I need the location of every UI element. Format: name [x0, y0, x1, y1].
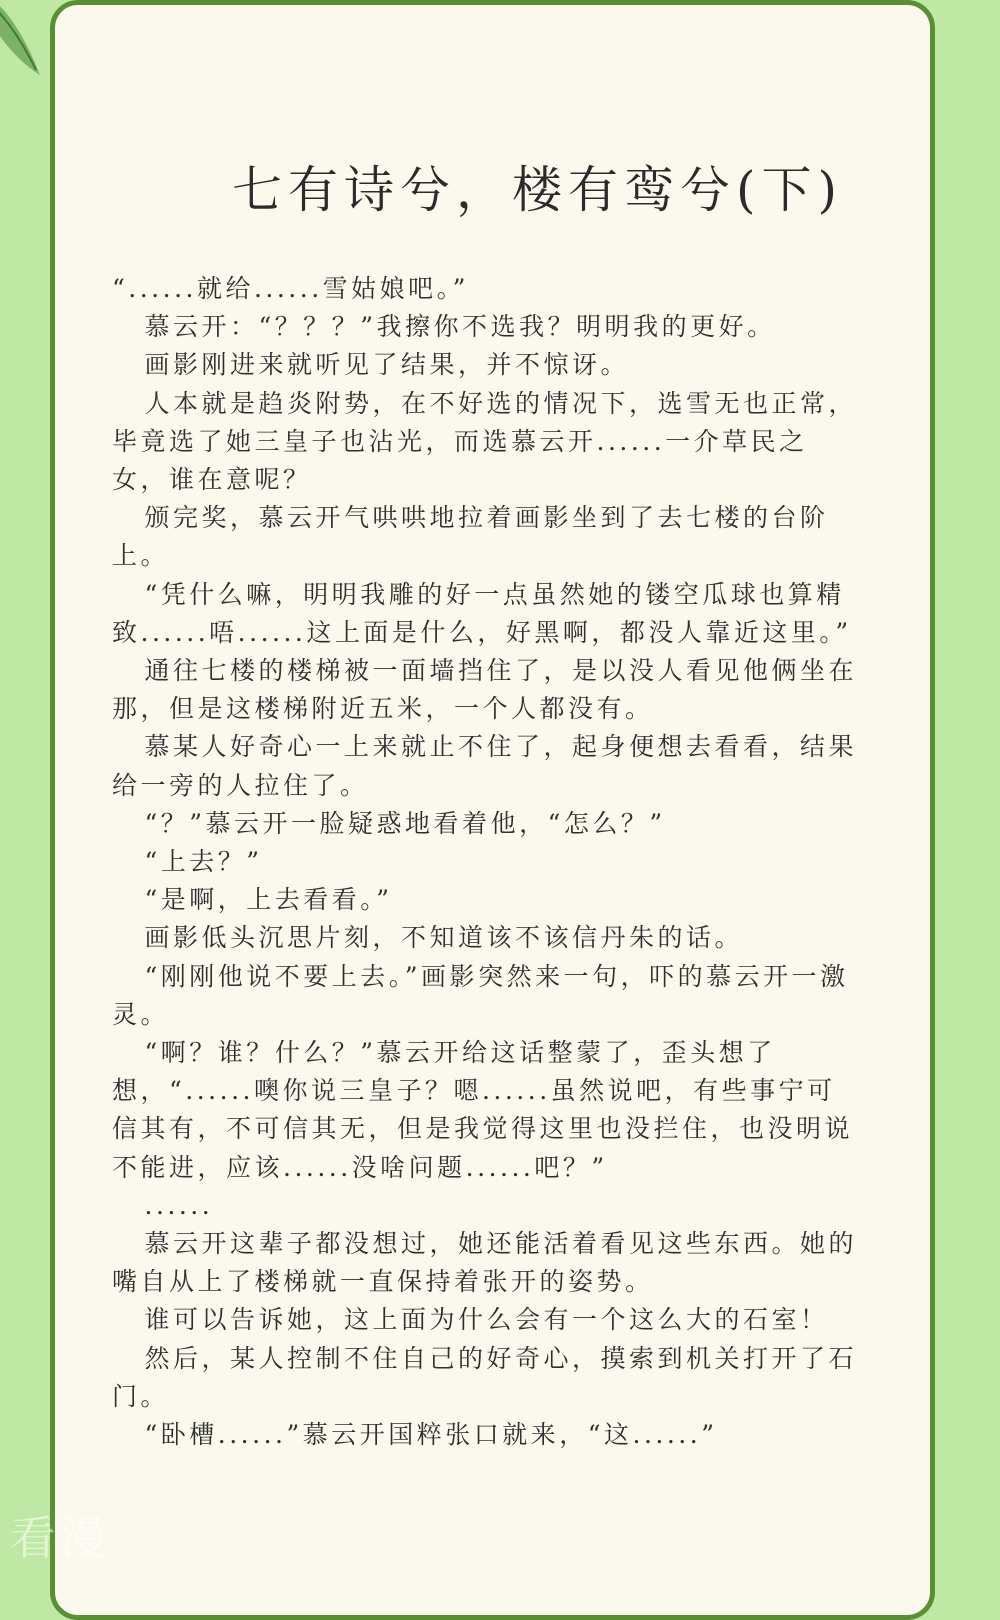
watermark: 看漫 — [10, 1511, 110, 1565]
paragraph: 谁可以告诉她，这上面为什么会有一个这么大的石室！ — [144, 1305, 829, 1335]
paragraph: “是啊，上去看看。” — [144, 885, 393, 915]
paragraph: 通往七楼的楼梯被一面墙挡住了，是以没人看见他俩坐在那，但是这楼梯附近五米，一个人都没有。 — [112, 656, 858, 724]
paragraph: “刚刚他说不要上去。”画影突然来一句，吓的慕云开一激灵。 — [112, 961, 849, 1029]
paragraph: 然后，某人控制不住自己的好奇心，摸索到机关打开了石门。 — [112, 1343, 858, 1411]
paragraph: “啊？谁？什么？”慕云开给这话整蒙了，歪头想了想，“......噢你说三皇子？嗯......虽然说吧，有些事宁可信其有，不可信其无，但是我觉得这里也没拦住，也没明说不能进，应该......没啥问题......吧？” — [112, 1038, 854, 1182]
paragraph: 慕云开这辈子都没想过，她还能活着看见这些东西。她的嘴自从上了楼梯就一直保持着张开的姿势。 — [112, 1229, 858, 1297]
paragraph: “上去？” — [144, 847, 263, 877]
paragraph: 慕云开：“？？？”我擦你不选我？明明我的更好。 — [144, 312, 776, 342]
paragraph: “......就给......雪姑娘吧。” — [112, 274, 469, 303]
paragraph: 颁完奖，慕云开气哄哄地拉着画影坐到了去七楼的台阶上。 — [112, 503, 829, 571]
paragraph: “卧槽......”慕云开国粹张口就来，“这......” — [144, 1420, 718, 1450]
paragraph: ...... — [144, 1190, 214, 1220]
paragraph: 慕某人好奇心一上来就止不住了，起身便想去看看，结果给一旁的人拉住了。 — [112, 732, 858, 800]
paragraph: 画影刚进来就听见了结果，并不惊讶。 — [144, 350, 630, 380]
chapter-body — [112, 270, 860, 1454]
paragraph: “凭什么嘛，明明我雕的好一点虽然她的镂空瓜球也算精致......唔......这上面是什么，好黑啊，都没人靠近这里。” — [112, 579, 852, 647]
paragraph: “？”慕云开一脸疑惑地看着他，“怎么？” — [144, 808, 666, 838]
paragraph: 人本就是趋炎附势，在不好选的情况下，选雪无也正常，毕竟选了她三皇子也沾光，而选慕云开......一介草民之女，谁在意呢？ — [112, 388, 858, 495]
paragraph: 画影低头沉思片刻，不知道该不该信丹朱的话。 — [144, 923, 744, 953]
chapter-title: 七有诗兮，楼有鸾兮(下) — [232, 161, 844, 219]
